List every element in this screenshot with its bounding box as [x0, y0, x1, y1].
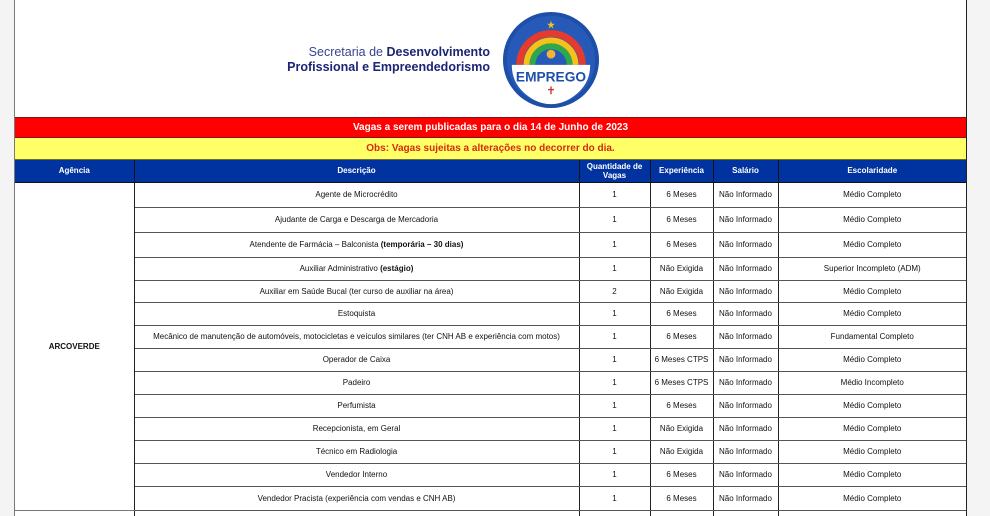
- education-cell: Médio Completo: [778, 280, 966, 302]
- experience-cell: 6 Meses: [650, 394, 713, 417]
- document-header: [15, 0, 966, 117]
- vacancy-count-cell: 1: [579, 232, 650, 257]
- salary-cell: Não Informado: [713, 257, 778, 280]
- empty-cell: [579, 510, 650, 516]
- logo-emprego-text: EMPREGO: [515, 69, 587, 85]
- job-description: Auxiliar em Saúde Bucal (ter curso de auxiliar na área): [259, 286, 454, 296]
- salary-cell: Não Informado: [713, 325, 778, 348]
- agency-cell: ARCOVERDE: [15, 182, 134, 510]
- job-description: Recepcionista, em Geral: [312, 424, 401, 433]
- experience-cell: 6 Meses: [650, 207, 713, 232]
- experience-cell: 6 Meses: [650, 486, 713, 510]
- experience-cell: 6 Meses: [650, 302, 713, 325]
- secretaria-name: [270, 45, 490, 75]
- job-description: Auxiliar Administrativo: [299, 264, 381, 273]
- experience-cell: 6 Meses: [650, 325, 713, 348]
- job-description: Mecânico de manutenção de automóveis, motocicletas e veículos similares (ter CNH AB e experiência com motos): [153, 332, 560, 341]
- job-description: Atendente de Farmácia – Balconista: [249, 240, 381, 249]
- experience-cell: 6 Meses CTPS: [650, 348, 713, 371]
- column-header-quantidade: Quantidade de Vagas: [579, 160, 650, 182]
- education-cell: Médio Completo: [778, 463, 966, 486]
- empty-cell: [713, 510, 778, 516]
- job-description-cell: [134, 207, 579, 232]
- salary-cell: Não Informado: [713, 302, 778, 325]
- table-row: [15, 207, 966, 232]
- vacancy-count-cell: 1: [579, 394, 650, 417]
- table-row: [15, 371, 966, 394]
- salary-cell: Não Informado: [713, 394, 778, 417]
- job-description: Operador de Caixa: [322, 355, 391, 364]
- emprego-logo: [502, 11, 600, 109]
- salary-cell: Não Informado: [713, 232, 778, 257]
- job-description-cell: [134, 280, 579, 302]
- table-row: [15, 280, 966, 302]
- education-cell: Fundamental Completo: [778, 325, 966, 348]
- table-row: [15, 440, 966, 463]
- job-vacancies-table: [15, 160, 966, 516]
- table-row: [15, 394, 966, 417]
- vacancy-count-cell: 1: [579, 257, 650, 280]
- table-row: [15, 232, 966, 257]
- vacancy-count-cell: 1: [579, 463, 650, 486]
- column-header-descricao: Descrição: [134, 160, 579, 182]
- secretaria-bold: Desenvolvimento: [386, 45, 490, 59]
- vacancy-count-cell: 1: [579, 486, 650, 510]
- job-description-cell: [134, 417, 579, 440]
- secretaria-line-2: [270, 60, 490, 75]
- vacancy-count-cell: 1: [579, 371, 650, 394]
- job-description: Ajudante de Carga e Descarga de Mercadoria: [274, 215, 439, 224]
- job-description: Perfumista: [337, 401, 376, 410]
- job-description-cell: [134, 182, 579, 207]
- job-description-cell: [134, 486, 579, 510]
- table-row: [15, 182, 966, 207]
- education-cell: Médio Completo: [778, 302, 966, 325]
- job-description-cell: [134, 463, 579, 486]
- job-description-emphasis: (estágio): [380, 264, 414, 273]
- salary-cell: Não Informado: [713, 280, 778, 302]
- table-header-row: [15, 160, 966, 182]
- table-row: [15, 463, 966, 486]
- job-description: Vendedor Pracista (experiência com vendas e CNH AB): [257, 493, 456, 503]
- salary-cell: Não Informado: [713, 463, 778, 486]
- salary-cell: Não Informado: [713, 417, 778, 440]
- experience-cell: 6 Meses: [650, 232, 713, 257]
- job-description-cell: [134, 348, 579, 371]
- salary-cell: Não Informado: [713, 371, 778, 394]
- vacancy-count-cell: 2: [579, 280, 650, 302]
- table-row: [15, 325, 966, 348]
- document-page: [14, 0, 967, 516]
- table-row: [15, 302, 966, 325]
- education-cell: Médio Completo: [778, 394, 966, 417]
- job-description-cell: [134, 371, 579, 394]
- table-row: [15, 417, 966, 440]
- experience-cell: 6 Meses: [650, 463, 713, 486]
- job-description: Vendedor Interno: [325, 470, 388, 479]
- salary-cell: Não Informado: [713, 182, 778, 207]
- job-description-cell: [134, 232, 579, 257]
- empty-cell: [778, 510, 966, 516]
- job-description: Padeiro: [342, 378, 371, 387]
- salary-cell: Não Informado: [713, 486, 778, 510]
- experience-cell: 6 Meses: [650, 182, 713, 207]
- education-cell: Médio Completo: [778, 232, 966, 257]
- column-header-salario: Salário: [713, 160, 778, 182]
- publication-date-banner: Vagas a serem publicadas para o dia 14 de Junho de 2023: [15, 117, 966, 138]
- empty-cell: [15, 510, 134, 516]
- education-cell: Médio Incompleto: [778, 371, 966, 394]
- vacancy-count-cell: 1: [579, 302, 650, 325]
- column-header-agencia: Agência: [15, 160, 134, 182]
- experience-cell: Não Exigida: [650, 440, 713, 463]
- education-cell: Médio Completo: [778, 440, 966, 463]
- education-cell: Médio Completo: [778, 207, 966, 232]
- table-row: [15, 348, 966, 371]
- empty-cell: [650, 510, 713, 516]
- experience-cell: Não Exigida: [650, 417, 713, 440]
- availability-note-banner: Obs: Vagas sujeitas a alterações no decorrer do dia.: [15, 138, 966, 160]
- table-row: [15, 486, 966, 510]
- salary-cell: Não Informado: [713, 207, 778, 232]
- experience-cell: 6 Meses CTPS: [650, 371, 713, 394]
- education-cell: Médio Completo: [778, 417, 966, 440]
- vacancy-count-cell: 1: [579, 207, 650, 232]
- job-description-cell: [134, 325, 579, 348]
- vacancy-count-cell: 1: [579, 348, 650, 371]
- job-description-cell: [134, 440, 579, 463]
- secretaria-line-1: [270, 45, 490, 60]
- vacancy-count-cell: 1: [579, 417, 650, 440]
- experience-cell: Não Exigida: [650, 257, 713, 280]
- education-cell: Médio Completo: [778, 348, 966, 371]
- job-description-cell: [134, 302, 579, 325]
- job-description-emphasis: (temporária – 30 dias): [380, 240, 464, 249]
- vacancy-count-cell: 1: [579, 325, 650, 348]
- vacancy-count-cell: 1: [579, 182, 650, 207]
- experience-cell: Não Exigida: [650, 280, 713, 302]
- salary-cell: Não Informado: [713, 440, 778, 463]
- empty-cell: [134, 510, 579, 516]
- education-cell: Médio Completo: [778, 486, 966, 510]
- vacancy-count-cell: 1: [579, 440, 650, 463]
- column-header-escolaridade: Escolaridade: [778, 160, 966, 182]
- job-description-cell: [134, 257, 579, 280]
- salary-cell: Não Informado: [713, 348, 778, 371]
- column-header-experiencia: Experiência: [650, 160, 713, 182]
- secretaria-prefix: Secretaria de: [308, 45, 387, 59]
- job-description: Técnico em Radiologia: [315, 447, 398, 456]
- job-description: Estoquista: [337, 309, 376, 318]
- job-description: Agente de Microcrédito: [315, 190, 398, 199]
- education-cell: Superior Incompleto (ADM): [778, 257, 966, 280]
- job-description-cell: [134, 394, 579, 417]
- education-cell: Médio Completo: [778, 182, 966, 207]
- table-row-next-agency: [15, 510, 966, 516]
- table-row: [15, 257, 966, 280]
- secretaria-line-2-text: Profissional e Empreendedorismo: [287, 60, 490, 74]
